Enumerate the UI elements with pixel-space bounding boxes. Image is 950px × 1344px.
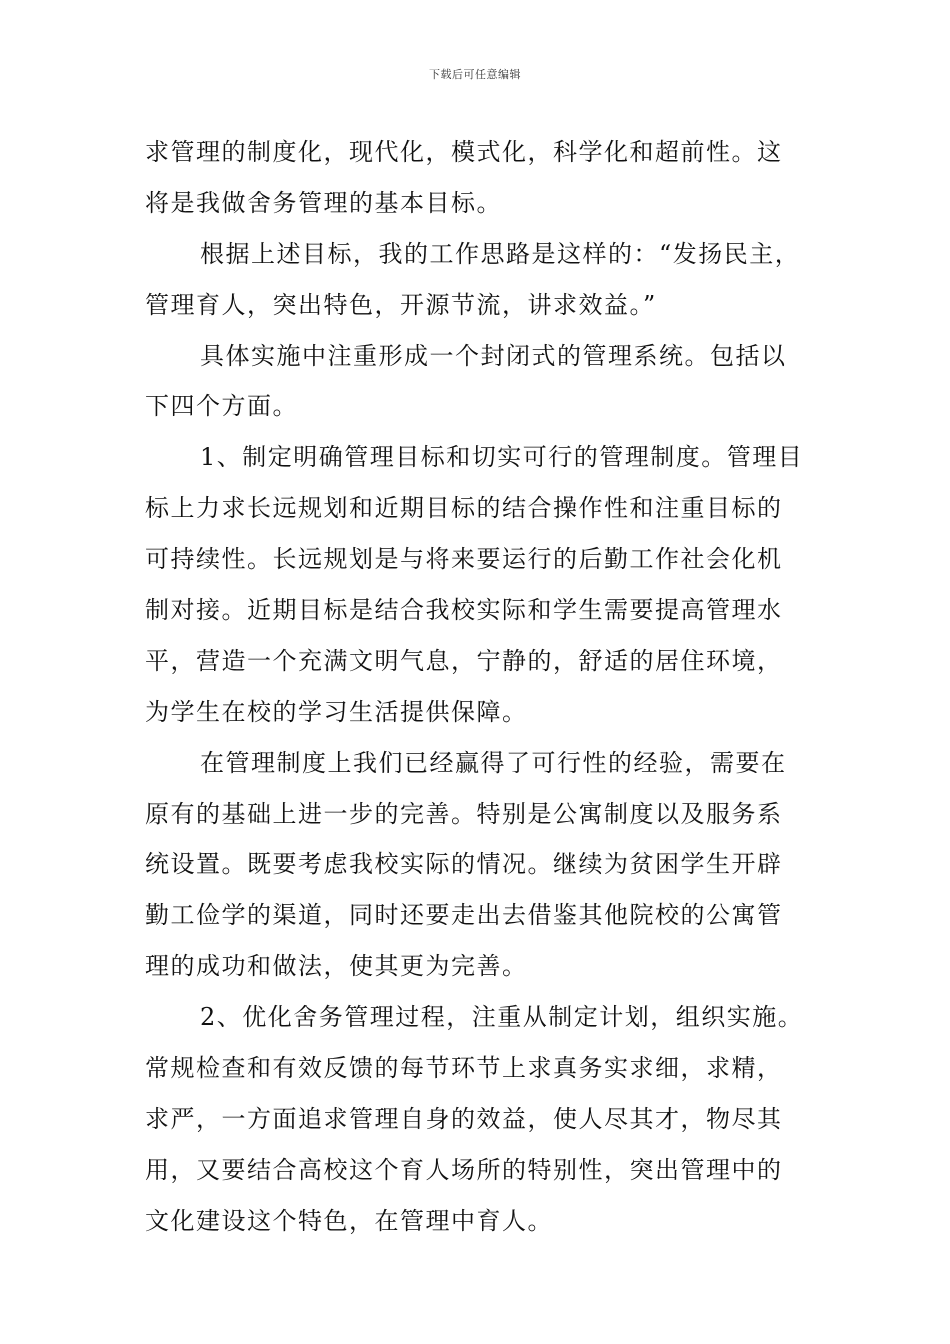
text-line: 具体实施中注重形成一个封闭式的管理系统。包括以 xyxy=(200,341,787,370)
body-text xyxy=(145,127,807,1247)
text-line: 统设置。既要考虑我校实际的情况。继续为贫困学生开辟 xyxy=(145,850,783,879)
text-line: 下四个方面。 xyxy=(145,392,298,421)
text-line: 常规检查和有效反馈的每节环节上求真务实求细，求精， xyxy=(145,1054,783,1083)
text-line: 标上力求长远规划和近期目标的结合操作性和注重目标的 xyxy=(145,494,783,523)
text-line: 平，营造一个充满文明气息，宁静的，舒适的居住环境， xyxy=(145,646,783,675)
text-line: 求管理的制度化，现代化，模式化，科学化和超前性。这 xyxy=(145,138,783,166)
text-line: 求严，一方面追求管理自身的效益，使人尽其才，物尽其 xyxy=(145,1104,783,1133)
text-line: 理的成功和做法，使其更为完善。 xyxy=(145,952,528,981)
text-line: 管理育人，突出特色，开源节流，讲求效益。” xyxy=(145,290,657,319)
text-line: 在管理制度上我们已经赢得了可行性的经验，需要在 xyxy=(200,748,787,777)
text-line: 制对接。近期目标是结合我校实际和学生需要提高管理水 xyxy=(145,596,783,625)
page-header: 下载后可任意编辑 xyxy=(429,68,521,81)
text-line: 2、优化舍务管理过程，注重从制定计划，组织实施。 xyxy=(200,1003,804,1032)
text-line: 用，又要结合高校这个育人场所的特别性，突出管理中的 xyxy=(145,1155,783,1184)
text-line: 1、制定明确管理目标和切实可行的管理制度。管理目 xyxy=(200,443,804,472)
text-line: 原有的基础上进一步的完善。特别是公寓制度以及服务系 xyxy=(145,799,783,828)
text-line: 勤工俭学的渠道，同时还要走出去借鉴其他院校的公寓管 xyxy=(145,901,783,930)
text-line: 可持续性。长远规划是与将来要运行的后勤工作社会化机 xyxy=(145,545,783,574)
text-line: 根据上述目标，我的工作思路是这样的：“发扬民主， xyxy=(200,239,801,268)
text-line: 文化建设这个特色，在管理中育人。 xyxy=(145,1206,553,1235)
text-line: 将是我做舍务管理的基本目标。 xyxy=(145,188,502,217)
text-line: 为学生在校的学习生活提供保障。 xyxy=(145,697,528,726)
